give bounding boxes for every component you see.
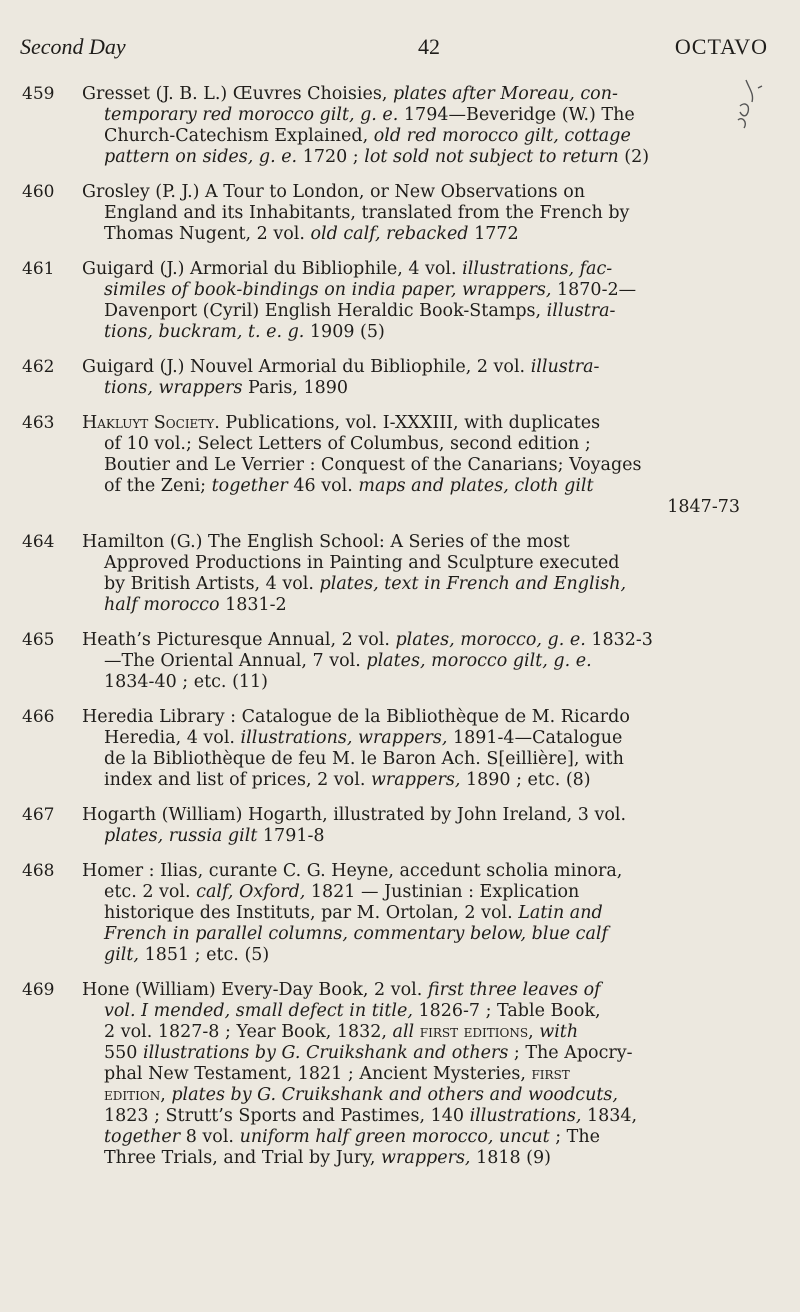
lot-text: Boutier and Le Verrier : Conquest of the Canarians; Voyages bbox=[104, 455, 642, 475]
lot-text: plates after Moreau, con- bbox=[392, 84, 618, 104]
lot-entry bbox=[22, 259, 742, 343]
lot-text: 1891-4—Catalogue bbox=[447, 728, 623, 748]
lot-text: first three leaves of bbox=[427, 980, 601, 1000]
lot-text: illustrations, wrappers, bbox=[240, 728, 448, 748]
lot-text: Homer : Ilias, curante C. G. Heyne, accedunt scholia minora, bbox=[82, 861, 623, 881]
lot-text: Thomas Nugent, 2 vol. bbox=[104, 224, 311, 244]
lot-description bbox=[82, 357, 742, 399]
lot-text: Grosley (P. J.) A Tour to London, or New Observations on bbox=[82, 182, 586, 202]
lot-text: (11) bbox=[226, 672, 268, 692]
lot-line bbox=[82, 861, 742, 882]
lot-text: uniform half green morocco, uncut bbox=[239, 1127, 550, 1147]
lot-line bbox=[82, 826, 742, 847]
lot-text: Three Trials, and Trial by Jury, bbox=[104, 1148, 382, 1168]
day-label: Second Day bbox=[20, 34, 126, 59]
lot-line bbox=[82, 1001, 742, 1022]
lot-line bbox=[82, 378, 742, 399]
lot-text: 1818 bbox=[470, 1148, 521, 1168]
lot-text: Hogarth (William) Hogarth, illustrated by John Ireland, 3 vol. bbox=[82, 805, 627, 825]
lot-description bbox=[82, 259, 742, 343]
lot-text: with bbox=[539, 1022, 579, 1042]
lot-entry bbox=[22, 357, 742, 399]
lot-line bbox=[82, 882, 742, 903]
lot-text: Hakluyt Society bbox=[82, 413, 215, 433]
lot-text: illustrations, fac- bbox=[462, 259, 613, 279]
lot-line bbox=[82, 595, 742, 616]
lot-line bbox=[82, 126, 742, 147]
lot-text: Guigard (J.) Armorial du Bibliophile, 4 vol. bbox=[82, 259, 463, 279]
lot-line bbox=[82, 728, 742, 749]
lot-entry bbox=[22, 182, 742, 245]
lot-text: lot sold not subject to return bbox=[364, 147, 619, 167]
lot-number: 465 bbox=[22, 630, 55, 650]
page-number: 42 bbox=[418, 34, 440, 59]
lot-line bbox=[82, 707, 742, 728]
lot-line bbox=[82, 322, 742, 343]
lot-entry bbox=[22, 980, 742, 1169]
lot-line bbox=[82, 770, 742, 791]
lot-text: 1720 ; bbox=[297, 147, 365, 167]
lot-text: tions, buckram, t. e. g. bbox=[104, 322, 305, 342]
lot-text: 1831-2 bbox=[219, 595, 287, 615]
lot-line bbox=[82, 413, 742, 434]
lot-line bbox=[82, 1106, 742, 1127]
lot-text: (8) bbox=[560, 770, 591, 790]
lot-text: temporary red morocco gilt, g. e. bbox=[104, 105, 399, 125]
lot-text: ; The Apocry- bbox=[508, 1043, 633, 1063]
lot-text: plates, morocco gilt, g. e. bbox=[366, 651, 592, 671]
lot-text: England and its Inhabitants, translated from the French by bbox=[104, 203, 630, 223]
lot-text: 1821 — Justinian : Explication bbox=[305, 882, 580, 902]
lot-entry bbox=[22, 861, 742, 966]
lot-line bbox=[82, 630, 742, 651]
lot-text: 1772 bbox=[468, 224, 519, 244]
lot-text: plates, russia gilt bbox=[104, 826, 258, 846]
lot-text: gilt, bbox=[104, 945, 139, 965]
lot-line bbox=[82, 924, 742, 945]
lot-text: pattern on sides, g. e. bbox=[104, 147, 298, 167]
lot-text: Heredia Library : Catalogue de la Bibliothèque de M. Ricardo bbox=[82, 707, 630, 727]
lot-description bbox=[82, 84, 742, 168]
lot-number: 464 bbox=[22, 532, 55, 552]
lot-number: 468 bbox=[22, 861, 55, 881]
lot-line bbox=[82, 903, 742, 924]
lot-entry bbox=[22, 707, 742, 791]
lot-text: illustrations, bbox=[469, 1106, 582, 1126]
lot-text: plates by G. Cruikshank and others and woodcuts, bbox=[171, 1085, 618, 1105]
lot-entry bbox=[22, 413, 742, 518]
lot-text: first editions bbox=[419, 1022, 529, 1042]
lot-number: 466 bbox=[22, 707, 55, 727]
lot-text: (5) bbox=[354, 322, 385, 342]
lot-line bbox=[82, 532, 742, 553]
lot-text: —The Oriental Annual, 7 vol. bbox=[104, 651, 367, 671]
lot-line bbox=[82, 651, 742, 672]
lot-text: (5) bbox=[238, 945, 270, 965]
lot-text: 1834-40 ; etc. bbox=[104, 672, 227, 692]
lot-text: 1851 ; etc. bbox=[139, 945, 239, 965]
lot-line bbox=[82, 105, 742, 126]
lot-description bbox=[82, 861, 742, 966]
lot-text: plates, text in French and English, bbox=[319, 574, 627, 594]
lot-entry bbox=[22, 805, 742, 847]
lot-text: 1823 ; Strutt’s Sports and Pastimes, 140 bbox=[104, 1106, 470, 1126]
lot-number: 462 bbox=[22, 357, 55, 377]
lot-entry bbox=[22, 532, 742, 616]
lot-text: Hone (William) Every-Day Book, 2 vol. bbox=[82, 980, 428, 1000]
lot-list bbox=[22, 84, 742, 1183]
lot-text: Davenport (Cyril) English Heraldic Book-Stamps, bbox=[104, 301, 547, 321]
lot-text: of 10 vol.; Select Letters of Columbus, second edition ; bbox=[104, 434, 591, 454]
lot-text: de la Bibliothèque de feu M. le Baron Ach. S[eillière], with bbox=[104, 749, 624, 769]
lot-text: 2 vol. 1827-8 ; Year Book, 1832, bbox=[104, 1022, 393, 1042]
lot-text: phal New Testament, 1821 ; Ancient Mysteries, bbox=[104, 1064, 532, 1084]
lot-line bbox=[82, 476, 742, 497]
lot-number: 467 bbox=[22, 805, 55, 825]
lot-text: plates, morocco, g. e. bbox=[395, 630, 586, 650]
lot-text: 46 vol. bbox=[287, 476, 359, 496]
lot-text: 1832-3 bbox=[585, 630, 653, 650]
lot-text: Latin and bbox=[518, 903, 603, 923]
lot-text: 1826-7 ; Table Book, bbox=[412, 1001, 601, 1021]
lot-text: together bbox=[104, 1127, 181, 1147]
lot-line bbox=[82, 497, 742, 518]
lot-text: , bbox=[160, 1085, 172, 1105]
lot-text: all bbox=[392, 1022, 415, 1042]
lot-text: maps and plates, cloth gilt bbox=[358, 476, 594, 496]
lot-text: Gresset (J. B. L.) Œuvres Choisies, bbox=[82, 84, 393, 104]
lot-text: Approved Productions in Painting and Sculpture executed bbox=[104, 553, 620, 573]
lot-text: 1909 bbox=[304, 322, 355, 342]
lot-line bbox=[82, 203, 742, 224]
lot-description bbox=[82, 630, 742, 693]
lot-number: 463 bbox=[22, 413, 55, 433]
lot-text: etc. 2 vol. bbox=[104, 882, 197, 902]
lot-text: 1834, bbox=[581, 1106, 638, 1126]
lot-text: Heredia, 4 vol. bbox=[104, 728, 241, 748]
format-label: OCTAVO bbox=[674, 34, 768, 59]
lot-line bbox=[82, 980, 742, 1001]
lot-line bbox=[82, 553, 742, 574]
lot-text: Paris, 1890 bbox=[242, 378, 349, 398]
lot-description bbox=[82, 805, 742, 847]
lot-text: Hamilton (G.) The English School: A Series of the most bbox=[82, 532, 570, 552]
lot-text: (2) bbox=[618, 147, 650, 167]
lot-text: illustra- bbox=[546, 301, 616, 321]
lot-line bbox=[82, 357, 742, 378]
lot-text: 1794—Beveridge (W.) The bbox=[398, 105, 635, 125]
lot-text: 1890 ; etc. bbox=[460, 770, 561, 790]
lot-line bbox=[82, 1043, 742, 1064]
lot-text: 8 vol. bbox=[180, 1127, 240, 1147]
lot-text: calf, Oxford, bbox=[196, 882, 306, 902]
lot-entry bbox=[22, 84, 742, 168]
lot-text: Heath’s Picturesque Annual, 2 vol. bbox=[82, 630, 396, 650]
lot-description bbox=[82, 707, 742, 791]
lot-text: similes of book-bindings on india paper, wrappers, bbox=[104, 280, 552, 300]
lot-line bbox=[82, 224, 742, 245]
lot-text: wrappers, bbox=[370, 770, 461, 790]
lot-line bbox=[82, 1064, 742, 1085]
lot-text: historique des Instituts, par M. Ortolan, 2 vol. bbox=[104, 903, 519, 923]
lot-line bbox=[82, 182, 742, 203]
lot-line bbox=[82, 1022, 742, 1043]
lot-line bbox=[82, 259, 742, 280]
lot-text: wrappers, bbox=[381, 1148, 471, 1168]
lot-line bbox=[82, 147, 742, 168]
lot-line bbox=[82, 455, 742, 476]
lot-text: 550 bbox=[104, 1043, 143, 1063]
lot-number: 461 bbox=[22, 259, 55, 279]
lot-description bbox=[82, 980, 742, 1169]
lot-text: tions, wrappers bbox=[104, 378, 243, 398]
lot-text: old calf, rebacked bbox=[310, 224, 469, 244]
page-header bbox=[20, 34, 780, 66]
lot-text: (9) bbox=[520, 1148, 551, 1168]
lot-text: edition bbox=[104, 1085, 161, 1105]
lot-text: 1791-8 bbox=[257, 826, 325, 846]
lot-text: 1870-2— bbox=[551, 280, 637, 300]
lot-number: 459 bbox=[22, 84, 55, 104]
lot-description bbox=[82, 532, 742, 616]
lot-text: illustra- bbox=[530, 357, 600, 377]
lot-text: by British Artists, 4 vol. bbox=[104, 574, 320, 594]
lot-line bbox=[82, 1148, 742, 1169]
lot-text: old red morocco gilt, cottage bbox=[373, 126, 631, 146]
lot-line bbox=[82, 1127, 742, 1148]
lot-entry bbox=[22, 630, 742, 693]
lot-line bbox=[82, 84, 742, 105]
lot-text: 1847-73 bbox=[667, 497, 740, 517]
lot-text: , bbox=[528, 1022, 540, 1042]
lot-line bbox=[82, 1085, 742, 1106]
lot-text: index and list of prices, 2 vol. bbox=[104, 770, 371, 790]
lot-line bbox=[82, 574, 742, 595]
lot-line bbox=[82, 749, 742, 770]
lot-line bbox=[82, 301, 742, 322]
lot-line bbox=[82, 672, 742, 693]
lot-text: Guigard (J.) Nouvel Armorial du Bibliophile, 2 vol. bbox=[82, 357, 531, 377]
lot-text: half morocco bbox=[104, 595, 220, 615]
lot-number: 469 bbox=[22, 980, 55, 1000]
lot-text: first bbox=[531, 1064, 570, 1084]
lot-line bbox=[82, 805, 742, 826]
lot-text: ; The bbox=[549, 1127, 600, 1147]
lot-line bbox=[82, 434, 742, 455]
lot-line bbox=[82, 280, 742, 301]
lot-text: of the Zeni; bbox=[104, 476, 212, 496]
lot-line bbox=[82, 945, 742, 966]
lot-text: together bbox=[211, 476, 288, 496]
lot-number: 460 bbox=[22, 182, 55, 202]
lot-text: vol. I mended, small defect in title, bbox=[104, 1001, 413, 1021]
lot-text: . Publications, vol. I-XXXIII, with duplicates bbox=[214, 413, 601, 433]
lot-text: French in parallel columns, commentary below, blue calf bbox=[104, 924, 608, 944]
lot-description bbox=[82, 413, 742, 518]
lot-text: Church-Catechism Explained, bbox=[104, 126, 374, 146]
lot-text: illustrations by G. Cruikshank and others bbox=[142, 1043, 509, 1063]
lot-description bbox=[82, 182, 742, 245]
